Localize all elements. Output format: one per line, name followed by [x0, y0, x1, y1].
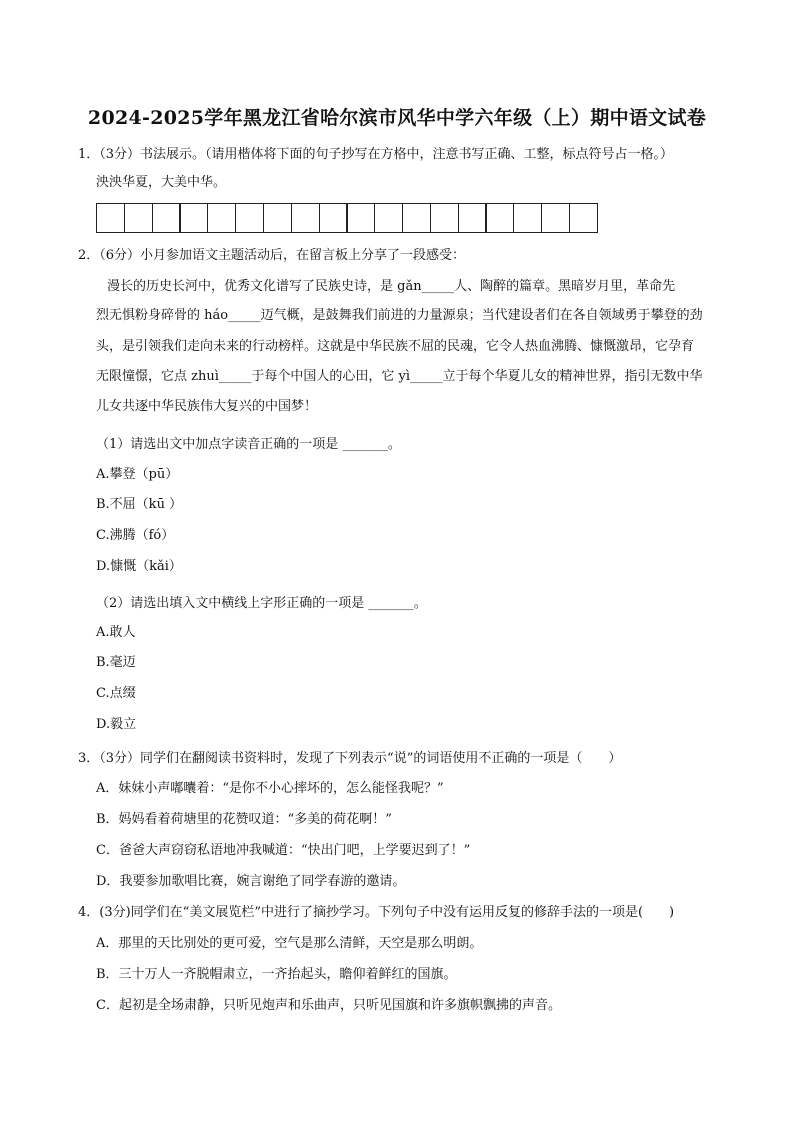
- q3-option-a[interactable]: A．妹妹小声嘟囔着：“是你不小心摔坏的，怎么能怪我呢？”: [96, 781, 444, 796]
- q4-option-a[interactable]: A．那里的天比别处的更可爱，空气是那么清鲜，天空是那么明朗。: [96, 936, 483, 951]
- q3-option-d[interactable]: D．我要参加歌唱比赛，婉言谢绝了同学春游的邀请。: [96, 874, 406, 889]
- q3-stem: 3．（3分）同学们在翻阅读书资料时，发现了下列表示“说”的词语使用不正确的一项是（ ）: [78, 751, 622, 766]
- grid-cell[interactable]: [458, 203, 487, 233]
- q2-sub2-option-d[interactable]: D.毅立: [96, 717, 137, 732]
- q4-option-b[interactable]: B．三十万人一齐脱帽肃立，一齐抬起头，瞻仰着鲜红的国旗。: [96, 967, 457, 982]
- grid-cell[interactable]: [402, 203, 431, 233]
- q2-sub2-option-b[interactable]: B.毫迈: [96, 655, 136, 670]
- grid-cell[interactable]: [485, 203, 514, 233]
- grid-cell[interactable]: [346, 203, 375, 233]
- q2-sub2-question: （2）请选出填入文中横线上字形正确的一项是 _______。: [96, 596, 427, 611]
- grid-cell[interactable]: [374, 203, 403, 233]
- grid-cell[interactable]: [513, 203, 542, 233]
- q2-passage-line-5: 儿女共逐中华民族伟大复兴的中国梦！: [96, 399, 318, 414]
- q2-stem: 2．（6分）小月参加语文主题活动后，在留言板上分享了一段感受：: [78, 248, 466, 263]
- q4-stem: 4．(3分)同学们在“美文展览栏”中进行了摘抄学习。下列句子中没有运用反复的修辞手法的一项是( ): [78, 905, 675, 920]
- q2-passage-line-1: 漫长的历史长河中，优秀文化谱写了民族史诗，是 gǎn_____人、陶醉的篇章。黑暗岁月里，革命先: [107, 279, 676, 294]
- grid-cell[interactable]: [152, 203, 181, 233]
- writing-grid[interactable]: [96, 203, 597, 233]
- q4-option-c[interactable]: C．起初是全场肃静，只听见炮声和乐曲声，只听见国旗和许多旗帜飘拂的声音。: [96, 998, 561, 1013]
- q2-sub1-option-d[interactable]: D.慷慨（kǎi）: [96, 559, 182, 574]
- q2-passage-line-2: 烈无惧粉身碎骨的 háo_____迈气概，是鼓舞我们前进的力量源泉；当代建设者们在各自领域勇于攀登的劲: [96, 308, 703, 323]
- q2-sub1-option-b[interactable]: B.不屈（kū ）: [96, 497, 183, 512]
- q1-stem: 1．（3分）书法展示。（请用楷体将下面的句子抄写在方格中，注意书写正确、工整，标点符号占一格。）: [78, 147, 674, 162]
- grid-cell[interactable]: [569, 203, 598, 233]
- q2-sub1-question: （1）请选出文中加点字读音正确的一项是 _______。: [96, 437, 401, 452]
- grid-cell[interactable]: [541, 203, 570, 233]
- q3-option-b[interactable]: B．妈妈看着荷塘里的花赞叹道：“多美的荷花啊！”: [96, 812, 392, 827]
- grid-cell[interactable]: [430, 203, 459, 233]
- grid-cell[interactable]: [179, 203, 208, 233]
- q2-passage-line-4: 无限憧憬，它点 zhuì_____于每个中国人的心田，它 yì_____立于每个华夏儿女的精神世界，指引无数中华: [96, 369, 703, 384]
- q2-sub2-option-c[interactable]: C.点缀: [96, 686, 136, 701]
- q2-sub2-option-a[interactable]: A.敢人: [96, 625, 136, 640]
- q1-sentence: 泱泱华夏，大美中华。: [96, 175, 227, 190]
- q2-sub1-option-c[interactable]: C.沸腾（fó）: [96, 528, 175, 543]
- grid-cell[interactable]: [96, 203, 125, 233]
- grid-cell[interactable]: [124, 203, 153, 233]
- grid-cell[interactable]: [235, 203, 264, 233]
- q2-sub1-option-a[interactable]: A.攀登（pū）: [96, 467, 179, 482]
- grid-cell[interactable]: [207, 203, 236, 233]
- page-title: 2024-2025学年黑龙江省哈尔滨市风华中学六年级（上）期中语文试卷: [87, 107, 707, 129]
- grid-cell[interactable]: [291, 203, 320, 233]
- q3-option-c[interactable]: C．爸爸大声窃窃私语地冲我喊道：“快出门吧，上学要迟到了！”: [96, 843, 471, 858]
- q2-passage-line-3: 头，是引领我们走向未来的行动榜样。这就是中华民族不屈的民魂，它令人热血沸腾、慷慨激昂，它孕育: [96, 339, 695, 354]
- grid-cell[interactable]: [263, 203, 292, 233]
- grid-cell[interactable]: [319, 203, 348, 233]
